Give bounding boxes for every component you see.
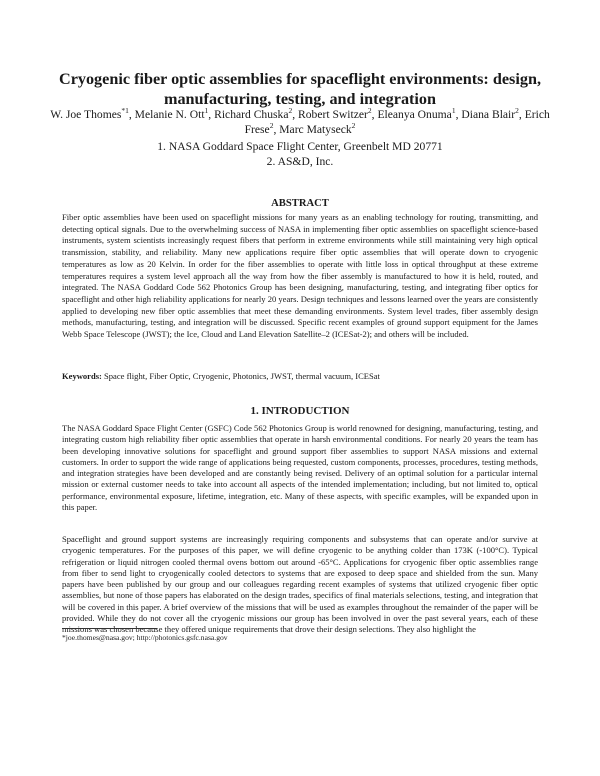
author-name: W. Joe Thomes (50, 108, 122, 121)
author-name: Marc Matyseck (279, 123, 352, 137)
author-affiliation-mark: 1 (451, 106, 456, 116)
affiliation-1: 1. NASA Goddard Space Flight Center, Greenbelt MD 20771 (157, 140, 443, 153)
author-affiliation-mark: 2 (515, 106, 519, 116)
intro-paragraph-2: Spaceflight and ground support systems are increasingly requiring components and subsystems that can operate and/or survive at cryogenic temperatures. For the purposes of this paper, we will define cryogenic to be anything colder than 173K (-100°C). Typical refrigeration or liquid nitrogen cooled thermal ovens bottom out around -65°C. Applications for cryogenic fiber optic assemblies range from fiber to send light to cryogenically cooled detectors to systems that are exposed to deep space and shielded from the sun. Many papers have been published by our group and our colleagues regarding recent examples of systems that utilized cryogenic fiber optic assemblies, but none of those papers has elaborated on the design trades, specifics of final materials selections, testing, and integration that will be covered in this paper. A brief overview of the missions that will be used as examples throughout the remainder of the paper will be provided. While they do not cover all the cryogenic missions our group has been involved in over the past several years, each of these missions was chosen because they offered unique requirements that drove their design selections. They also highlight the (62, 534, 538, 635)
footnote-divider (62, 628, 157, 629)
author-affiliation-mark: *1 (121, 106, 129, 116)
author-list: W. Joe Thomes$^{*1}$, Melanie N. Ott$^1$, Richard Chuska$^2$, Robert Switzer$^2$, Eleanya Onuma$^1$, Diana Blair$^2$, Erich Frese$^2$, Marc Matyseck$^2$ (50, 106, 550, 137)
affiliation-2: 2. AS&D, Inc. (266, 155, 334, 168)
abstract-text: Fiber optic assemblies have been used on spaceflight missions for many years as an enabling technology for routing, transmitting, and detecting optical signals. Due to the overwhelming success of NASA in implementing fiber optic assemblies on spaceflight science-based instruments, system scientists increasingly request fibers that perform in extreme environments while still maintaining very high optical transmission, stability, and reliability. Many new applications require fiber optic assemblies that will operate down to cryogenic temperatures as low as 20 Kelvin. In order for the fiber assemblies to operate with little loss in optical throughput at these extreme temperatures requires a system level approach all the way from how the fiber assembly is manufactured to how it is held, routed, and integrated. The NASA Goddard Code 562 Photonics Group has been designing, manufacturing, testing, and integrating fiber optics for spaceflight and other high reliability applications for nearly 20 years. Design techniques and lessons learned over the years are consistently applied to developing new fiber optic assemblies that meet these demanding environments. System level trades, fiber assembly design methods, manufacturing, testing, and integration will be discussed. Specific recent examples of ground support equipment for the James Webb Space Telescope (JWST); the Ice, Cloud and Land Elevation Satellite–2 (ICESat-2); and others will be included. (62, 212, 538, 340)
author-affiliation-mark: 1 (204, 106, 209, 116)
author-name: Richard Chuska (214, 108, 289, 121)
footnote: *joe.thomes@nasa.gov; http://photonics.gsfc.nasa.gov (62, 633, 228, 642)
intro-paragraph-1: The NASA Goddard Space Flight Center (GSFC) Code 562 Photonics Group is world renowned for designing, manufacturing, testing, and integrating custom high reliability fiber optic assemblies that operate in harsh environmental conditions. For nearly 20 years the team has been developing innovative solutions for spaceflight and ground support fiber assemblies to support NASA missions and external customers. In order to support the wide range of applications being requested, custom components, processes, procedures, testing methods, and integration strategies have been developed and are constantly being revised. Delivery of an optimal solution for a particular internal mission or external customer needs to take into account all aspects of the intended implementation; including, but not limited to, optical performance, environmental exposure, lifetime, integration, etc. Many of these aspects, with specific examples, will be expanded upon in this paper. (62, 423, 538, 513)
author-affiliation-mark: 2 (269, 121, 274, 131)
abstract-heading: ABSTRACT (271, 198, 329, 209)
keywords-label: Keywords: (62, 371, 102, 381)
author-name: Erich Frese (244, 108, 550, 137)
author-affiliation-mark: 2 (351, 121, 356, 131)
author-name: Diana Blair (461, 108, 516, 121)
author-name: Robert Switzer (298, 108, 368, 121)
keywords-line (62, 371, 538, 383)
keywords-text: Space flight, Fiber Optic, Cryogenic, Photonics, JWST, thermal vacuum, ICESat (104, 371, 380, 381)
author-name: Melanie N. Ott (134, 108, 205, 121)
author-affiliation-mark: 2 (288, 106, 293, 116)
section-heading-introduction: 1. INTRODUCTION (250, 405, 350, 417)
author-affiliation-mark: 2 (367, 106, 372, 116)
author-name: Eleanya Onuma (377, 108, 452, 121)
paper-title: Cryogenic fiber optic assemblies for spaceflight environments: design, manufacturing, testing, and integration (59, 70, 541, 108)
